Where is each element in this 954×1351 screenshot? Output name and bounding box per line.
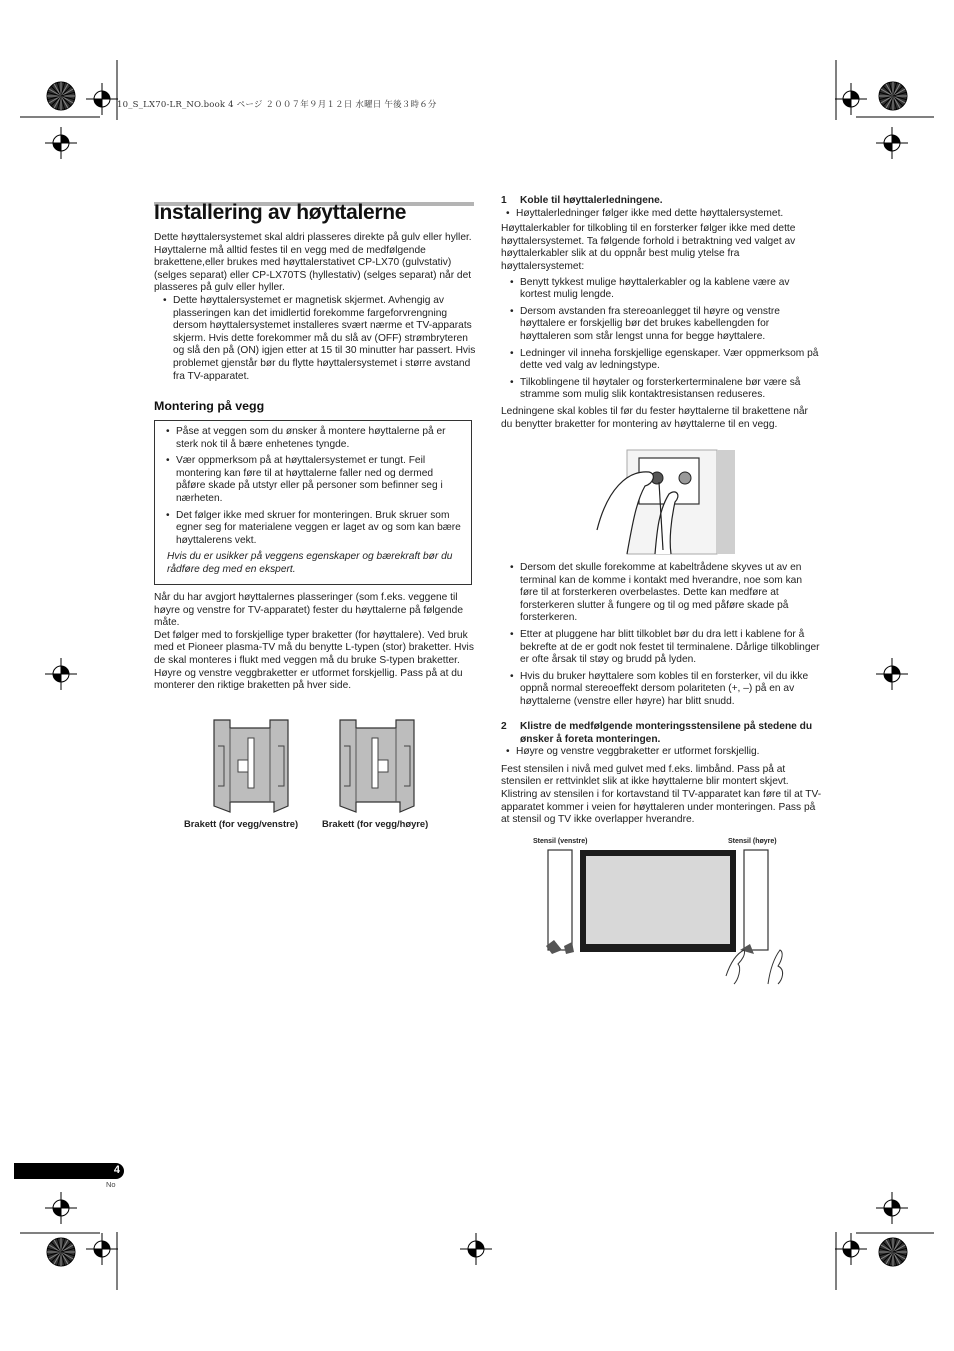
caution-bullet: • Det følger ikke med skruer for monteringen. Bruk skruer som egner seg for materialene veggen er laget av og som kan bære høyttalerens vekt. — [157, 510, 463, 548]
step-bullet: • Høyre og venstre veggbraketter er utformet forskjellig. — [497, 746, 823, 759]
intro-bullet: • Dette høyttalersystemet er magnetisk skjermet. Avhengig av plasseringen kan det imidlertid forekomme fargeforvrengning dersom høyttalersystemet installeres svært nærme et TV-apparats skjerm. Hvis dette forekommer må du slå av (OFF) strømbryteren og slå den på (ON) igjen etter at 15 til 30 minutter har passert. Hvis problemet gjenstår bør du flytte høyttalersystemet i større avstand fra TV-apparatet. — [154, 295, 476, 383]
step1-warnings — [501, 562, 821, 713]
paragraph: Ledningene skal kobles til før du fester høyttalerne til brakettene når du benytter braketter for montering av høyttalerne til en vegg. — [501, 405, 808, 430]
language-code: No — [106, 1180, 116, 1189]
bracket-left-caption: Brakett (for vegg/venstre) — [184, 818, 299, 829]
file-header-line: 10_S_LX70-LR_NO.book 4 ページ ２００７年９月１２日 水曜日 午後３時６分 — [117, 100, 437, 110]
paragraph: Når du har avgjort høyttalernes plasseringer (som f.eks. veggene til høyre og venstre for TV-apparatet) fester du høyttalerne på følgende måte. — [154, 592, 463, 629]
page-number: 4 — [113, 1164, 120, 1176]
step-number: 1 — [501, 195, 507, 206]
stencil-right-label: Stensil (høyre) — [728, 838, 777, 845]
bracket-right-caption: Brakett (for vegg/høyre) — [322, 818, 429, 829]
caution-bullet: • Påse at veggen som du ønsker å montere høyttalerne på er sterk nok til å bære enhetenes tyngde. — [157, 426, 463, 451]
step-bullet: • Benytt tykkest mulige høyttalerkabler og la kablene være av kortest mulig lengde. — [501, 277, 821, 302]
step-bullet: • Dersom avstanden fra stereoanlegget til høyre og venstre høyttalere er forskjellig bør det brukes kabellengden for høyttaleren som står lengst unna for begge høyttalere. — [501, 306, 821, 344]
caution-box — [154, 420, 472, 585]
step-bullet: • Høyttalerledninger følger ikke med dette høyttalersystemet. — [497, 208, 821, 221]
paragraph: Høyttalerkabler for tilkobling til en forsterker følger ikke med dette høyttalersystemet. Ta følgende forhold i betraktning ved valget av høyttalerkabler slik at du oppnår best mulig ytelse fra høyttalersystemet: — [501, 223, 796, 272]
step-title: Klistre de medfølgende monteringsstensilene på stedene du ønsker å foreta monteringen. — [520, 721, 813, 745]
section-heading: Montering på vegg — [154, 399, 265, 413]
mounting-text — [154, 592, 476, 693]
stencil-left-label: Stensil (venstre) — [533, 838, 588, 845]
bracket-right-illustration — [334, 716, 424, 816]
step-bullet: • Ledninger vil inneha forskjellige egenskaper. Vær oppmerksom på dette ved valg av ledningstype. — [501, 348, 821, 373]
intro-paragraph: Dette høyttalersystemet skal aldri plasseres direkte på gulv eller hyller. Høyttalerne må alltid festes til en vegg med de medfølgende brakettene,eller brukes med høyttalerstativet CP-LX70 (gulvstativ) (selges separat) eller CP-LX70TS (hyllestativ) (selges separat) når det plasseres på gulv eller hyller. — [154, 232, 472, 294]
caution-note: Hvis du er usikker på veggens egenskaper og bærekraft bør du rådføre deg med en ekspert. — [167, 551, 453, 575]
cable-connection-illustration — [597, 450, 737, 554]
step-bullet: • Hvis du bruker høyttalere som kobles til en forsterker, vil du ikke oppnå normal stereoeffekt dersom polariteten (+, –) på en av høyttalerne (venstre eller høyre) har blitt snudd. — [501, 671, 821, 709]
stencil-tv-illustration — [540, 846, 800, 986]
step2-block — [501, 721, 823, 827]
paragraph: Det følger med to forskjellige typer braketter (for høyttalere). Ved bruk med et Pioneer plasma-TV må du benytte L-typen (stor) braketter. Hvis de skal monteres i flukt med veggen må du bruke S-typen braketter. — [154, 629, 474, 666]
page-title: Installering av høyttalerne — [154, 201, 407, 224]
step2-heading — [501, 721, 823, 746]
step-number: 2 — [501, 721, 507, 732]
paragraph: Høyre og venstre veggbraketter er utformet forskjellig. Pass på at du monterer den riktige braketten på hver side. — [154, 667, 463, 692]
step1-block — [501, 195, 821, 431]
paragraph: Fest stensilen i nivå med gulvet med f.eks. limbånd. Pass på at stensilen er rettvinklet slik at ikke høyttalerne blir montert skjevt. Klistring av stensilen i for kortavstand til TV-apparatet kan føre til at TV-apparatet kommer i veien for høyttaleren under monteringen. Pass på at stensil og TV ikke overlapper hverandre. — [501, 763, 822, 826]
step-bullet: • Etter at pluggene har blitt tilkoblet bør du dra lett i kablene for å bekrefte at de er godt nok festet til terminalene. Dårlige tilkoblinger er ofte årsak til støy og brudd på lyden. — [501, 629, 821, 667]
step-title: Koble til høyttalerledningene. — [520, 195, 663, 206]
bracket-left-illustration — [208, 716, 298, 816]
step-bullet: • Dersom det skulle forekomme at kabeltrådene skyves ut av en terminal kan de komme i kontakt med hverandre, noe som kan føre til at forsterkeren overbelastes. Dette kan medføre at forsterkeren slutter å fungere og til og med påføre skade på forsterkeren. — [501, 562, 821, 625]
caution-bullet: • Vær oppmerksom på at høyttalersystemet er tungt. Feil montering kan føre til at høyttalerne faller ned og dermed påføre skade på utstyr eller på personer som befinner seg i nærheten. — [157, 455, 463, 505]
step1-heading — [501, 195, 821, 208]
step-bullet: • Tilkoblingene til høytaler og forsterkerterminalene bør være så stramme som mulig slik kontaktresistansen reduseres. — [501, 377, 821, 402]
intro-block — [154, 232, 476, 383]
